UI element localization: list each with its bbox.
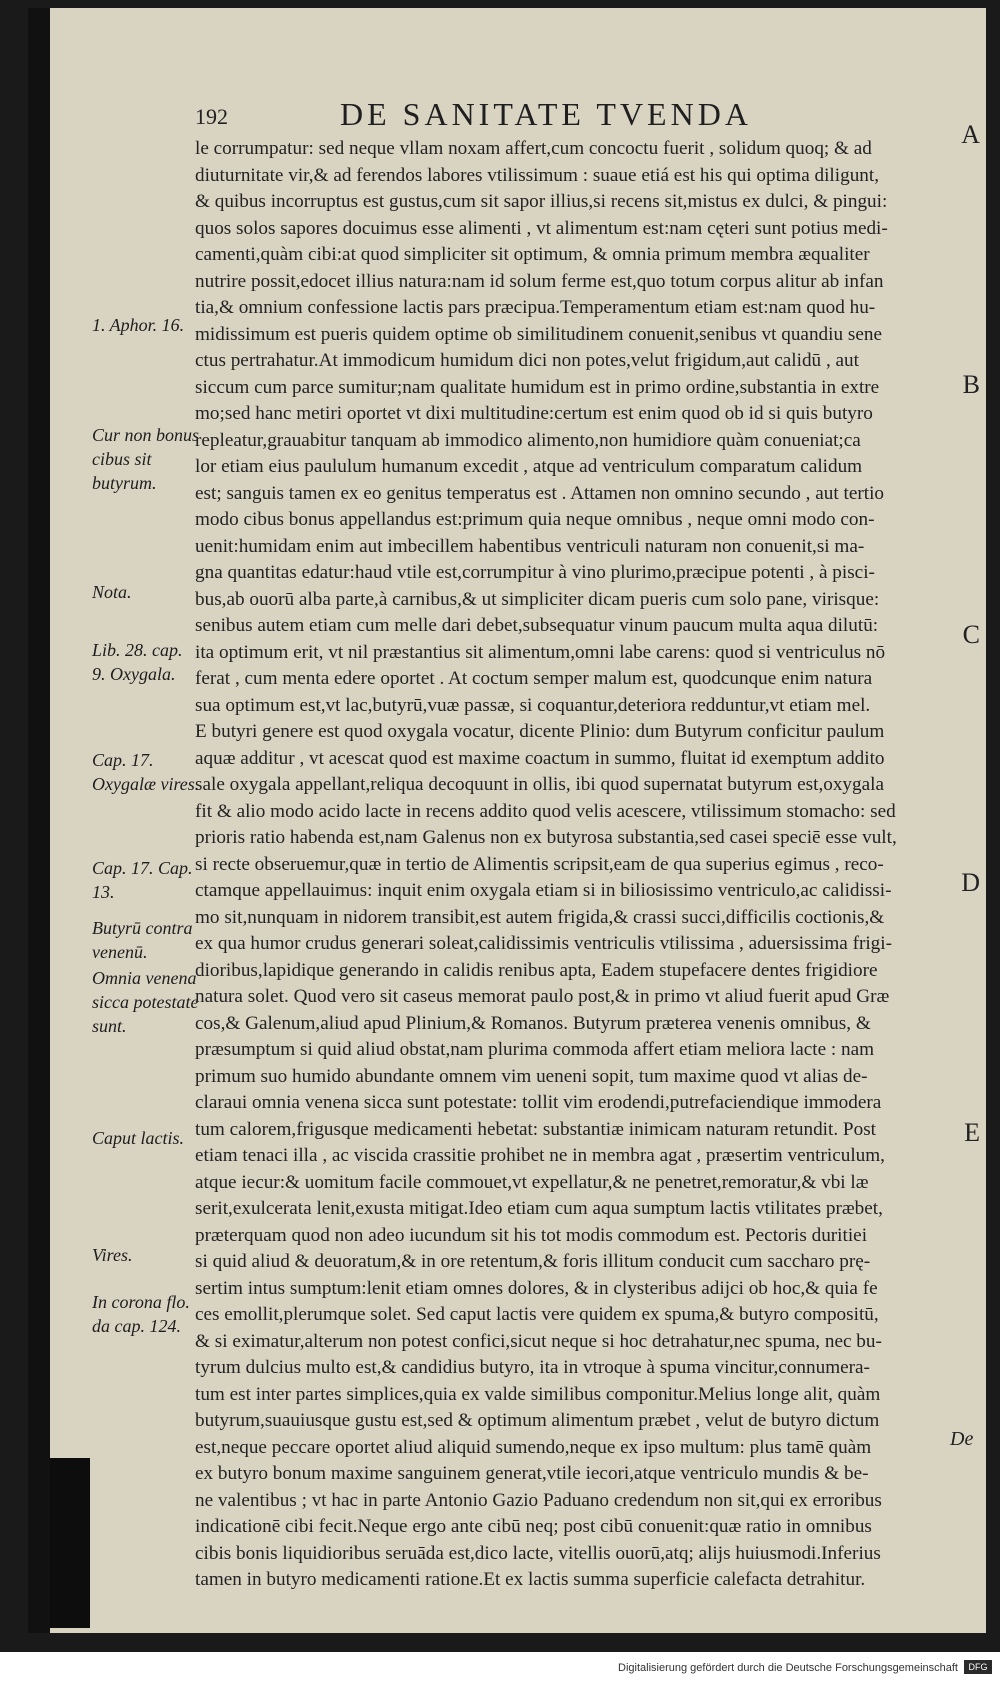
catchword: De (950, 1428, 974, 1450)
text-line: ferat , cum menta edere oportet . At coctum semper malum est, quodcunque enim natura (195, 668, 873, 689)
text-line: ita optimum erit, vt nil præstantius sit alimentum,omni labe carens: quod si ventriculus nō (195, 641, 886, 663)
margin-note: Cur non bonus cibus sit butyrum. (92, 425, 200, 493)
text-line: serit,exulcerata lenit,exusta mitigat.Ideo etiam cum aqua sumptum lactis vtilitates præbet, (195, 1198, 883, 1219)
text-line: & si eximatur,alterum non potest confici,sicut neque si hoc detrahatur,nec spuma, nec bu- (195, 1330, 882, 1352)
text-line: mo;sed hanc metiri oportet vt dixi multitudine:certum est enim quod ob id si quis butyro (195, 403, 873, 424)
footer-credit: Digitalisierung gefördert durch die Deutsche Forschungsgemeinschaft (618, 1662, 958, 1674)
book-page (28, 8, 986, 1633)
page-header (195, 96, 845, 136)
text-line: tum est inter partes simplices,quia ex valde similibus componitur.Melius longe alit, quàm (195, 1383, 881, 1405)
text-line: senibus autem etiam cum melle dari debet,subsequatur vinum paucum multa aqua dilutū: (195, 615, 879, 636)
margin-note: Cap. 17. Oxygalæ vires. (92, 750, 200, 794)
page-number: 192 (195, 104, 228, 129)
text-line: ctamque appellauimus: inquit enim oxygala etiam si in biliosissimo ventriculo,ac calidissi- (195, 880, 892, 901)
text-line: ctus pertrahatur.At immodicum humidum dici non potes,velut frigidum,aut calidū , aut (195, 350, 859, 371)
text-line: si quid aliud & deuoratum,& in ore retentum,& foris illitum conducit cum saccharo prę- (195, 1251, 871, 1272)
text-line: siccum cum parce sumitur;nam qualitate humidum est in primo ordine,substantia in extre (195, 376, 880, 398)
margin-note: Caput lactis. (92, 1128, 185, 1148)
text-line: gna quantitas edatur:haud vtile est,corrumpitur à vino plurimo,præcipue potenti , à pisci- (195, 562, 875, 583)
margin-note: Cap. 17. Cap. 13. (92, 858, 193, 902)
text-line: & quibus incorruptus est gustus,cum sit sapor illius,si recens sit,mistus ex dulci, & pingui: (195, 191, 888, 212)
text-line: butyrum,suauiusque gustu est,sed & optimum alimentum præbet , velut de butyro dictum (195, 1410, 880, 1431)
section-letters (950, 8, 980, 1633)
margin-note: 1. Aphor. 16. (92, 315, 185, 335)
text-line: modo cibus bonus appellandus est:primum quia neque omnibus , neque omni modo con- (195, 509, 875, 530)
text-line: repleatur,grauabitur tanquam ab immodico alimento,non humidiore quàm conueniat;ca (195, 429, 861, 451)
text-line: indicationē cibi fecit.Neque ergo ante cibū neq; post cibū conuenit:quæ ratio in omnibus (195, 1516, 872, 1537)
text-line: E butyri genere est quod oxygala vocatur, dicente Plinio: dum Butyrum conficitur paulum (195, 721, 885, 742)
page-edge-shadow (50, 1458, 90, 1628)
text-line: le corrumpatur: sed neque vllam noxam affert,cum concoctu fuerit , solidum quoq; & ad (195, 138, 872, 159)
margin-note: Omnia venena sicca potestate sunt. (92, 968, 199, 1036)
text-line: cos,& Galenum,aliud apud Plinium,& Romanos. Butyrum præterea venenis omnibus, & (195, 1012, 871, 1034)
main-text (195, 136, 985, 1594)
text-line: quos solos sapores docuimus esse alimenti , vt alimentum est:nam cęteri sunt potius medi- (195, 217, 888, 239)
text-line: tamen in butyro medicamenti ratione.Et ex lactis summa superficie calefacta detrahitur. (195, 1569, 866, 1590)
digitization-footer (0, 1652, 1000, 1689)
text-line: sale oxygala appellant,reliqua decoquunt in ollis, ibi quod supernatat butyrum est,oxygala (195, 774, 884, 795)
text-line: est,neque peccare oportet aliud aliquid sumendo,neque ex ipso multum: plus tamē quàm (195, 1436, 872, 1458)
margin-note: Butyrū contra venenū. (92, 918, 193, 962)
text-line: tia,& omnium confessione lactis pars præcipua.Temperamentum etiam est:nam quod hu- (195, 297, 876, 318)
section-letter: D (961, 868, 980, 897)
running-title: DE SANITATE TVENDA (340, 96, 752, 132)
text-line: diuturnitate vir,& ad ferendos labores vtilissimum : suaue etiá est his qui optima diligunt, (195, 164, 880, 186)
text-line: primum suo humido abundante omnem vim ueneni sopit, tum maxime quod vt alias de- (195, 1065, 868, 1087)
text-line: lor etiam eius paululum humanum excedit , atque ad ventriculum comparatum calidum (195, 456, 863, 477)
section-letter: C (962, 620, 980, 649)
text-line: præsumptum si quid aliud obstat,nam plurima commoda affert etiam meliora lacte : nam (195, 1039, 875, 1060)
text-line: bus,ab ouorū alba parte,à carnibus,& ut simpliciter dicam pueris cum solo pane, virisque: (195, 588, 880, 610)
text-line: ex butyro bonum maxime sanguinem generat,vtile iecori,atque ventriculo mundis & be- (195, 1463, 869, 1484)
text-line: midissimum est pueris quidem optime ob similitudinem conuenit,senibus vt quandiu sene (195, 323, 882, 345)
text-line: ne valentibus ; vt hac in parte Antonio Gazio Paduano credendum non sit,qui ex erroribus (195, 1489, 882, 1511)
margin-note: Lib. 28. cap. 9. Oxygala. (92, 640, 183, 684)
text-line: sertim intus sumptum:lenit etiam omnes dolores, & in clysteribus adijci ob hoc,& quia fe (195, 1277, 878, 1299)
text-line: dioribus,lapidique generando in calidis renibus apta, Eadem stupefacere dentes frigidiore (195, 959, 878, 981)
text-line: claraui omnia venena sicca sunt potestate: tollit vim erodendi,putrefaciendique immodera (195, 1092, 882, 1113)
text-line: fit & alio modo acido lacte in recens addito quod velis acescere, vtilissimum stomacho: sed (195, 800, 896, 822)
section-letter: B (962, 370, 980, 399)
text-line: mo sit,nunquam in nidorem transibit,est autem frigida,& crassi succi,difficilis coctionis,& (195, 906, 885, 928)
text-line: prioris ratio habenda est,nam Galenus non ex butyrosa substantia,sed casei speciē esse vult, (195, 827, 897, 848)
text-line: cibis bonis liquidioribus seruāda est,dico lacte, vitellis ouorū,atq; alijs huiusmodi.Inferius (195, 1542, 881, 1564)
text-line: etiam tenaci illa , ac viscida crassitie prohibet ne in membra agat , præsertim ventriculum, (195, 1145, 885, 1166)
text-line: natura solet. Quod vero sit caseus memorat paulo post,& in primo vt aliud fuerit apud Græ (195, 986, 890, 1007)
dfg-logo: DFG (964, 1660, 992, 1674)
text-line: nutrire possit,edocet illius natura:nam id solum ferme est,quo totum corpus alitur ab infan (195, 270, 884, 292)
margin-note: Vires. (92, 1245, 133, 1265)
text-line: atque iecur:& uomitum facile commouet,vt expellatur,& ne penetret,remoratur,& vbi læ (195, 1171, 869, 1193)
text-line: ces emollit,plerumque solet. Sed caput lactis vere quidem ex spuma,& butyro compositū, (195, 1304, 879, 1325)
text-line: aquæ additur , vt acescat quod est maxime coactum in summo, fluitat id exemptum addito (195, 747, 885, 769)
margin-note: In corona flo. da cap. 124. (92, 1292, 190, 1336)
text-line: præterquam quod non adeo iucundum sit his tot modis commodum est. Pectoris duritiei (195, 1224, 868, 1246)
text-line: ex qua humor crudus generari soleat,calidissimis ventriculis vtilissima , aduersissima frigi- (195, 933, 892, 954)
section-letter: E (964, 1118, 980, 1147)
margin-note: Nota. (92, 582, 132, 602)
margin-notes (92, 8, 200, 1633)
text-line: tyrum dulcius multo est,& candidius butyro, ita in vtroque à spuma vincitur,connumera- (195, 1357, 870, 1378)
text-line: sua optimum est,vt lac,butyrū,vuæ passæ, si coquantur,deteriora redduntur,vt etiam mel. (195, 694, 871, 716)
text-line: tum calorem,frigusque medicamenti hebetat: substantiæ inimicam naturam retundit. Post (195, 1118, 876, 1140)
text-line: camenti,quàm cibi:at quod simpliciter sit optimum, & omnia primum membra æqualiter (195, 244, 870, 265)
text-line: uenit:humidam enim aut imbecillem habentibus ventriculi naturam non conuenit,si ma- (195, 535, 865, 557)
text-line: si recte obseruemur,quæ in tertio de Alimentis scripsit,eam de qua superius egimus , reco- (195, 853, 884, 875)
text-line: est; sanguis tamen ex eo genitus temperatus est . Attamen non omnino secundo , aut tertio (195, 482, 885, 504)
section-letter: A (961, 120, 980, 149)
